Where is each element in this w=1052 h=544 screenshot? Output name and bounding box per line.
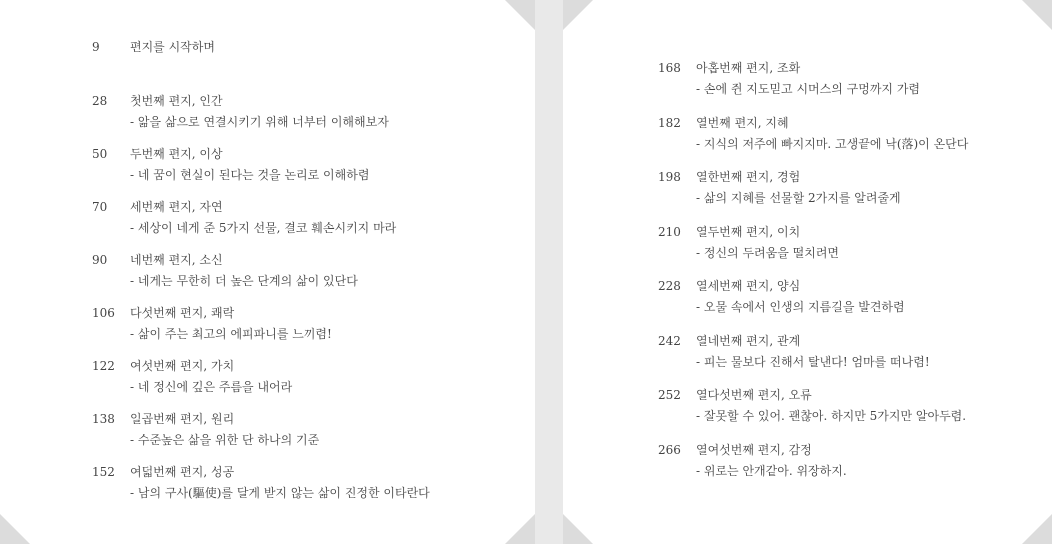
- toc-page-number: 70: [92, 200, 108, 214]
- toc-subtitle: - 손에 쥔 지도믿고 시머스의 구멍까지 가렴: [696, 82, 921, 96]
- toc-page-number: 106: [92, 306, 115, 320]
- toc-page-number: 182: [658, 116, 681, 130]
- toc-subtitle: - 네 꿈이 현실이 된다는 것을 논리로 이해하렴: [130, 168, 370, 182]
- toc-title: 두번째 편지, 이상: [130, 147, 223, 161]
- toc-page-number: 28: [92, 94, 108, 108]
- toc-subtitle: - 오물 속에서 인생의 지름길을 발견하렴: [696, 300, 905, 314]
- toc-page-number: 210: [658, 225, 681, 239]
- toc-title: 열세번째 편지, 양심: [696, 279, 801, 293]
- toc-subtitle: - 수준높은 삶을 위한 단 하나의 기준: [130, 433, 320, 447]
- toc-page-number: 138: [92, 412, 115, 426]
- toc-title: 열한번째 편지, 경험: [696, 170, 801, 184]
- toc-page-number: 9: [92, 40, 100, 54]
- toc-subtitle: - 네 정신에 깊은 주름을 내어라: [130, 380, 293, 394]
- toc-subtitle: - 삶이 주는 최고의 에피파니를 느끼렴!: [130, 327, 332, 341]
- toc-title: 일곱번째 편지, 원리: [130, 412, 235, 426]
- book-gutter: [535, 0, 563, 544]
- page-corner-decoration: [505, 514, 535, 544]
- toc-subtitle: - 세상이 네게 준 5가지 선물, 결코 훼손시키지 마라: [130, 221, 397, 235]
- toc-title: 열여섯번째 편지, 감정: [696, 443, 812, 457]
- toc-page-number: 266: [658, 443, 681, 457]
- toc-page-number: 228: [658, 279, 681, 293]
- toc-title: 네번째 편지, 소신: [130, 253, 223, 267]
- page-corner-decoration: [1022, 0, 1052, 30]
- page-corner-decoration: [0, 514, 30, 544]
- toc-page-number: 152: [92, 465, 115, 479]
- toc-subtitle: - 정신의 두려움을 떨치려면: [696, 246, 840, 260]
- toc-subtitle: - 위로는 안개같아. 위장하지.: [696, 464, 847, 478]
- toc-title: 열번째 편지, 지혜: [696, 116, 789, 130]
- toc-page-number: 252: [658, 388, 681, 402]
- page-corner-decoration: [563, 0, 593, 30]
- toc-page-number: 198: [658, 170, 681, 184]
- toc-title: 다섯번째 편지, 쾌락: [130, 306, 235, 320]
- toc-subtitle: - 삶의 지혜를 선물할 2가지를 알려줄게: [696, 191, 901, 205]
- toc-title: 아홉번째 편지, 조화: [696, 61, 801, 75]
- toc-subtitle: - 잘못할 수 있어. 괜찮아. 하지만 5가지만 알아두렴.: [696, 409, 967, 423]
- toc-page-number: 168: [658, 61, 681, 75]
- right-page: [563, 0, 1052, 544]
- toc-title: 열두번째 편지, 이치: [696, 225, 801, 239]
- toc-page-number: 122: [92, 359, 115, 373]
- toc-title: 세번째 편지, 자연: [130, 200, 223, 214]
- page-corner-decoration: [563, 514, 593, 544]
- toc-subtitle: - 네게는 무한히 더 높은 단계의 삶이 있단다: [130, 274, 358, 288]
- toc-page-number: 50: [92, 147, 108, 161]
- toc-title: 여섯번째 편지, 가치: [130, 359, 235, 373]
- toc-page-number: 90: [92, 253, 108, 267]
- toc-subtitle: - 남의 구사(驅使)를 달게 받지 않는 삶이 진정한 이타란다: [130, 486, 430, 500]
- toc-title: 여덟번째 편지, 성공: [130, 465, 235, 479]
- page-corner-decoration: [1022, 514, 1052, 544]
- toc-subtitle: - 지식의 저주에 빠지지마. 고생끝에 낙(落)이 온단다: [696, 137, 969, 151]
- toc-title: 첫번째 편지, 인간: [130, 94, 223, 108]
- toc-subtitle: - 피는 물보다 진해서 탈낸다! 엄마를 떠나렴!: [696, 355, 930, 369]
- toc-title: 편지를 시작하며: [130, 40, 215, 54]
- toc-subtitle: - 앎을 삶으로 연결시키기 위해 너부터 이해해보자: [130, 115, 389, 129]
- toc-title: 열다섯번째 편지, 오류: [696, 388, 812, 402]
- toc-page-number: 242: [658, 334, 681, 348]
- toc-title: 열네번째 편지, 관계: [696, 334, 801, 348]
- page-corner-decoration: [505, 0, 535, 30]
